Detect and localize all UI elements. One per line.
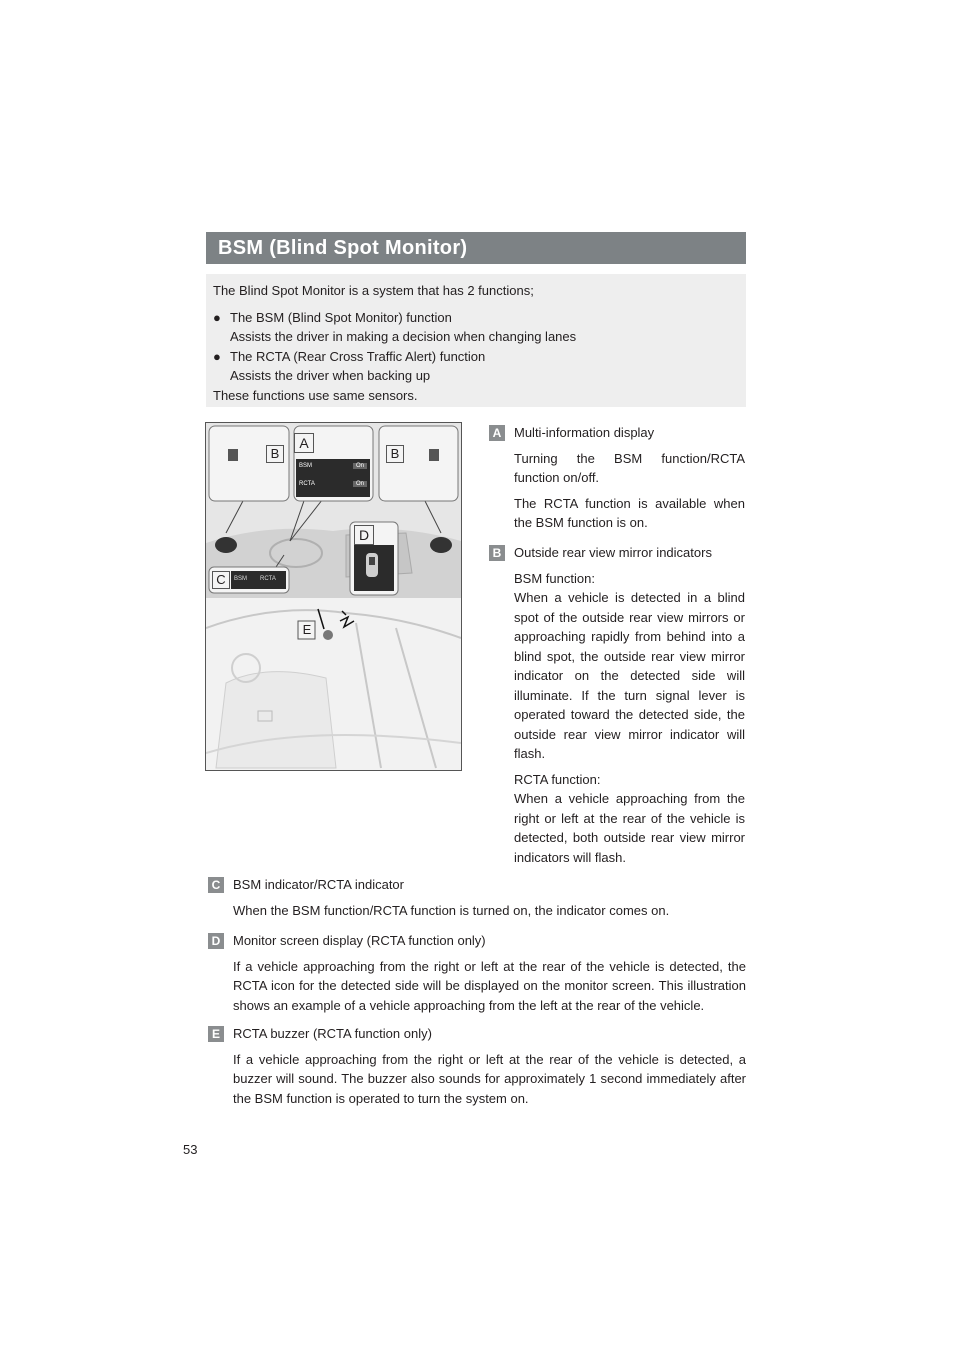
intro-box (206, 274, 746, 407)
item-paragraph: If a vehicle approaching from the right or left at the rear of the vehicle is detected, a buzzer will sound. The buzzer also sounds for approximately 1 second immediately after the BSM function is operated to turn the system on. (233, 1051, 746, 1106)
bullet-desc: Assists the driver in making a decision when changing lanes (230, 329, 577, 344)
item-paragraph: The RCTA function is available when the BSM function is on. (514, 495, 745, 530)
bullet-desc: Assists the driver when backing up (230, 368, 431, 383)
callout-b-left: B (266, 445, 284, 463)
bullet-icon: ● (213, 309, 221, 325)
display-row: BSM On (299, 463, 367, 469)
section-title: BSM (Blind Spot Monitor) (206, 232, 746, 264)
item-title: Multi-information display (514, 425, 655, 440)
callout-b-right: B (386, 445, 404, 463)
bullet-title: The BSM (Blind Spot Monitor) function (230, 309, 452, 325)
item-title: Outside rear view mirror indicators (514, 545, 712, 560)
illustration-svg (206, 423, 461, 770)
item-paragraph: Turning the BSM function/RCTA function on/off. (514, 450, 745, 485)
item-letter-d: D (208, 933, 224, 949)
intro-lead: The Blind Spot Monitor is a system that has 2 functions; (213, 283, 534, 298)
item-c (233, 875, 746, 920)
rcta-indicator: RCTA (260, 576, 276, 582)
intro-bullet (213, 347, 738, 386)
bullet-icon: ● (213, 348, 221, 364)
callout-c: C (212, 571, 230, 589)
intro-bullet (213, 308, 738, 347)
item-title: BSM indicator/RCTA indicator (233, 877, 404, 892)
item-paragraph: When the BSM function/RCTA function is turned on, the indicator comes on. (233, 902, 670, 918)
item-paragraph: When a vehicle is detected in a blind spot of the outside rear view mirrors or approaching rapidly from behind into a blind spot, the outside rear view mirror indicator on the detected side will illuminate. If the turn signal lever is operated toward the detected side, the outside rear view mirror indicator will flash. (514, 590, 745, 761)
item-e (233, 1024, 746, 1108)
page-number: 53 (183, 1142, 198, 1157)
item-paragraph: RCTA function: (514, 771, 601, 787)
item-a (514, 423, 745, 533)
callout-d: D (354, 525, 374, 545)
item-title: Monitor screen display (RCTA function only) (233, 933, 486, 948)
intro-closing: These functions use same sensors. (213, 387, 418, 403)
item-d (233, 931, 746, 1015)
item-b (514, 543, 745, 867)
vehicle-interior-illustration (205, 422, 462, 771)
item-paragraph: BSM function: (514, 570, 595, 586)
item-letter-a: A (489, 425, 505, 441)
display-row: RCTA On (299, 481, 367, 487)
item-letter-c: C (208, 877, 224, 893)
callout-e: E (302, 622, 312, 637)
item-letter-e: E (208, 1026, 224, 1042)
item-letter-b: B (489, 545, 505, 561)
bullet-title: The RCTA (Rear Cross Traffic Alert) function (230, 348, 486, 364)
item-paragraph: When a vehicle approaching from the right or left at the rear of the vehicle is detected, both outside rear view mirror indicators will flash. (514, 791, 745, 865)
item-paragraph: If a vehicle approaching from the right or left at the rear of the vehicle is detected, the RCTA icon for the detected side will be displayed on the monitor screen. This illustration shows an example of a vehicle approaching from the left at the rear of the vehicle. (233, 958, 746, 1013)
item-title: RCTA buzzer (RCTA function only) (233, 1026, 432, 1041)
bsm-indicator: BSM (234, 576, 248, 582)
callout-a: A (294, 433, 314, 453)
